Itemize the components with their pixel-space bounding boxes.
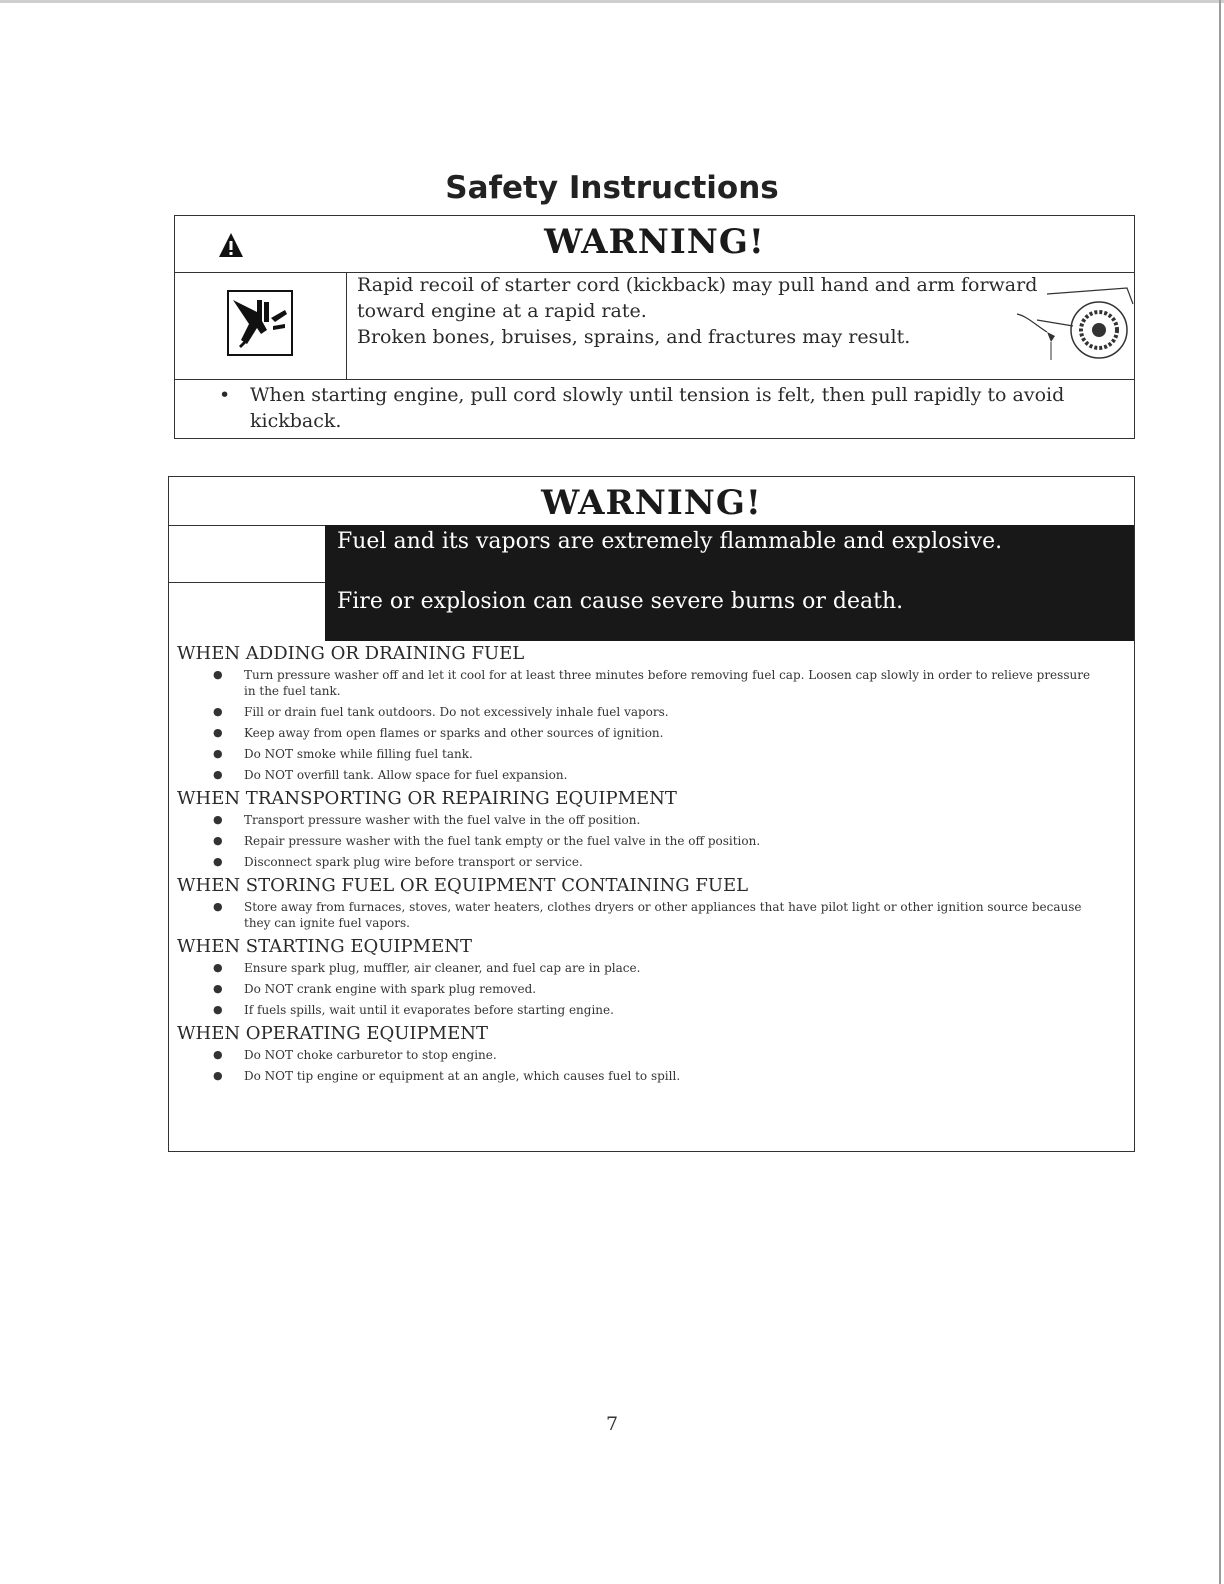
pictogram-cell [175, 272, 347, 379]
list-item: ● Disconnect spark plug wire before transport or service. [213, 855, 583, 869]
page-title: Safety Instructions [445, 170, 779, 206]
scan-edge-right [1219, 0, 1221, 1584]
starter-cord-illustration [1007, 274, 1137, 374]
warning-title: WARNING! [544, 222, 765, 262]
section-transporting-repairing [177, 788, 1117, 870]
list-item: ● Store away from furnaces, stoves, water heaters, clothes dryers or other appliances that have pilot light or other ignition source because they can ignite fuel vapors. [213, 900, 1082, 930]
list-item: ● Keep away from open flames or sparks and other sources of ignition. [213, 726, 664, 740]
hazard-row [175, 272, 1134, 380]
fuel-safety-sections [177, 643, 1117, 1089]
kickback-warning-box [174, 215, 1135, 439]
warning-header [175, 216, 1134, 273]
hazard-line: Rapid recoil of starter cord (kickback) may pull hand and arm forward [357, 274, 1038, 296]
instruction-line: kickback. [250, 410, 342, 432]
warning-title: WARNING! [541, 483, 762, 523]
band-left-cells [169, 525, 325, 641]
section-title: WHEN STORING FUEL OR EQUIPMENT CONTAINING FUEL [177, 875, 749, 896]
list-item: ● Repair pressure washer with the fuel tank empty or the fuel valve in the off position. [213, 834, 761, 848]
list-item: ● Fill or drain fuel tank outdoors. Do not excessively inhale fuel vapors. [213, 705, 669, 719]
instruction-item [219, 382, 1099, 434]
list-item: ● Turn pressure washer off and let it cool for at least three minutes before removing fuel cap. Loosen cap slowly in order to relieve pressure in the fuel tank. [213, 668, 1091, 698]
page-number: 7 [605, 1413, 619, 1435]
fuel-hazard-band [325, 525, 1134, 641]
scan-edge-top [0, 0, 1224, 3]
section-adding-draining [177, 643, 1117, 783]
list-item: ● Do NOT tip engine or equipment at an angle, which causes fuel to spill. [213, 1069, 681, 1083]
hand-kickback-icon [227, 290, 293, 356]
bullet-icon: • [219, 384, 231, 406]
band-line: Fire or explosion can cause severe burns or death. [337, 589, 904, 614]
list-item: ● Do NOT choke carburetor to stop engine. [213, 1048, 497, 1062]
list-item: ● Transport pressure washer with the fuel valve in the off position. [213, 813, 641, 827]
list-item: ● Do NOT crank engine with spark plug removed. [213, 982, 537, 996]
section-title: WHEN ADDING OR DRAINING FUEL [177, 643, 525, 664]
list-item: ● Do NOT smoke while filling fuel tank. [213, 747, 473, 761]
band-line: Fuel and its vapors are extremely flammable and explosive. [337, 529, 1003, 554]
list-item: ● Ensure spark plug, muffler, air cleaner, and fuel cap are in place. [213, 961, 641, 975]
section-title: WHEN TRANSPORTING OR REPAIRING EQUIPMENT [177, 788, 677, 809]
fuel-warning-box [168, 476, 1135, 1152]
hazard-line: Broken bones, bruises, sprains, and fractures may result. [357, 326, 911, 348]
instruction-line: When starting engine, pull cord slowly until tension is felt, then pull rapidly to avoid [250, 384, 1065, 406]
section-operating [177, 1023, 1117, 1084]
hazard-text [357, 272, 1037, 350]
section-title: WHEN STARTING EQUIPMENT [177, 936, 472, 957]
hazard-line: toward engine at a rapid rate. [357, 300, 647, 322]
section-title: WHEN OPERATING EQUIPMENT [177, 1023, 488, 1044]
list-item: ● If fuels spills, wait until it evaporates before starting engine. [213, 1003, 614, 1017]
section-starting [177, 936, 1117, 1018]
section-storing [177, 875, 1117, 931]
list-item: ● Do NOT overfill tank. Allow space for fuel expansion. [213, 768, 568, 782]
